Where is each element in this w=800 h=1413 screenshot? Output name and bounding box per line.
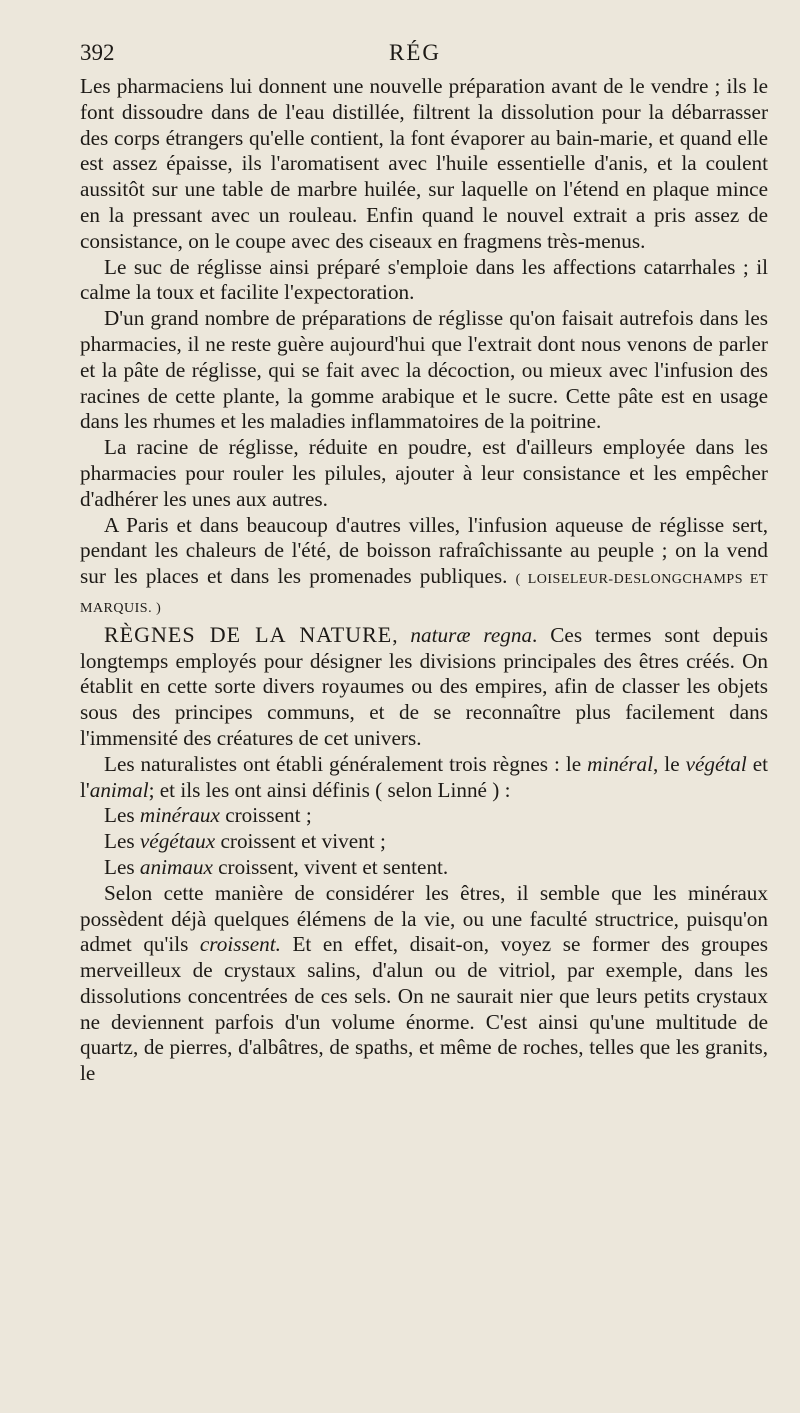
paragraph [80, 881, 768, 1087]
italic-term: végétal [685, 751, 747, 776]
definition-pre: Les [104, 854, 135, 879]
paragraph [80, 435, 768, 512]
page-header [80, 40, 750, 76]
definition-term: végétaux [139, 829, 216, 854]
definition-pre: Les [104, 803, 135, 828]
definition-term: minéraux [139, 803, 220, 828]
paragraph-text: La racine de réglisse, réduite en poudre, est d'ailleurs employée dans les pharmacies pour rouler les pilules, ajouter à leur consistance et les empêcher d'adhérer les unes aux autres. [80, 435, 768, 511]
definition-term: animaux [139, 854, 213, 879]
paragraph-text: Ces termes sont depuis longtemps employés pour désigner les divisions principales des êtres créés. On établit en cette sorte divers royaumes ou des empires, afin de classer les objets sous des principes communs, et de se reconnaître plus facilement dans l'immensité des créatures de cet univers. [80, 622, 768, 750]
definition-post: croissent et vivent ; [220, 829, 386, 854]
paragraph [80, 306, 768, 435]
italic-term: croissent. [199, 932, 281, 957]
dictionary-entry: RÈGNES DE LA NATURE, naturæ regna. Ces termes sont depuis longtemps employés pour désigner les divisions principales des êtres créés. On établit en cette sorte divers royaumes ou des empires, afin de classer les objets sous des principes communs, et de se reconnaître plus facilement dans l'immensité des créatures de cet univers. [80, 621, 768, 750]
paragraph [80, 752, 768, 804]
definition-pre: Les [104, 829, 135, 854]
paragraph-text: A Paris et dans beaucoup d'autres villes, l'infusion aqueuse de réglisse sert, pendant les chaleurs de l'été, de boisson rafraîchissante au peuple ; on la vend sur les places et dans les promenades publiques. [80, 512, 768, 589]
entry-term: RÈGNES DE LA NATURE [104, 621, 393, 647]
paragraph-text: ; et ils les ont ainsi définis ( selon Linné ) : [148, 777, 511, 802]
paragraph-text: Les pharmaciens lui donnent une nouvelle préparation avant de le vendre ; ils le font dissoudre dans de l'eau distillée, filtrent la dissolution pour la débarrasser des corps étrangers qu'elle contient, la font évaporer au bain-marie, et quand elle est assez épaisse, ils l'aromatisent avec l'huile essentielle d'anis, et la coulent aussitôt sur une table de marbre huilée, sur laquelle on l'étend en plaque mince en la pressant avec un rouleau. Enfin quand le nouvel extrait a pris assez de consistance, on le coupe avec des ciseaux en fragmens très-menus. [80, 74, 768, 253]
page-number: 392 [80, 40, 115, 65]
paragraph-text: , le [653, 751, 680, 776]
definition-line [80, 855, 768, 881]
definition-post: croissent, vivent et sentent. [218, 854, 449, 879]
italic-term: minéral [587, 751, 654, 776]
running-head: RÉG [389, 40, 441, 65]
paragraph-text: Les naturalistes ont établi généralement trois règnes : le [104, 751, 582, 776]
italic-term: animal [89, 777, 149, 802]
paragraph-text: D'un grand nombre de préparations de réglisse qu'on faisait autrefois dans les pharmacies, il ne reste guère aujourd'hui que l'extrait dont nous venons de parler et la pâte de réglisse, qui se fait avec la décoction, ou mieux avec l'infusion des racines de cette plante, la gomme arabique et le sucre. Cette pâte est en usage dans les rhumes et les maladies inflammatoires de la poitrine. [80, 306, 768, 434]
paragraph-text: Le suc de réglisse ainsi préparé s'emploie dans les affections catarrhales ; il calme la toux et facilite l'expectoration. [80, 254, 768, 305]
paragraph [80, 513, 768, 622]
attribution: ( LOISELEUR-DESLONGCHAMPS ET MARQUIS. ) [80, 572, 769, 616]
paragraph [80, 255, 768, 307]
latin-term: naturæ regna [410, 622, 533, 647]
paragraph [80, 74, 768, 255]
paragraph-text: Selon cette manière de considérer les êtres, il semble que les minéraux possèdent déjà quelques élémens de la vie, ou une faculté structrice, puisqu'on admet qu'ils [80, 880, 768, 957]
page-body [80, 74, 768, 1087]
definition-post: croissent ; [225, 803, 312, 828]
paragraph-text: Et en effet, disait-on, voyez se former des groupes merveilleux de crystaux salins, d'alun ou de vitriol, par exemple, dans les dissolutions concentrées de ces sels. On ne saurait nier que leurs petits crystaux ne deviennent parfois d'un volume énorme. C'est ainsi qu'une multitude de quartz, de pierres, d'albâtres, de spaths, et même de roches, telles que les granits, le [80, 932, 769, 1086]
definition-line [80, 803, 768, 829]
definition-line [80, 829, 768, 855]
paragraph-text: et l' [80, 751, 769, 802]
